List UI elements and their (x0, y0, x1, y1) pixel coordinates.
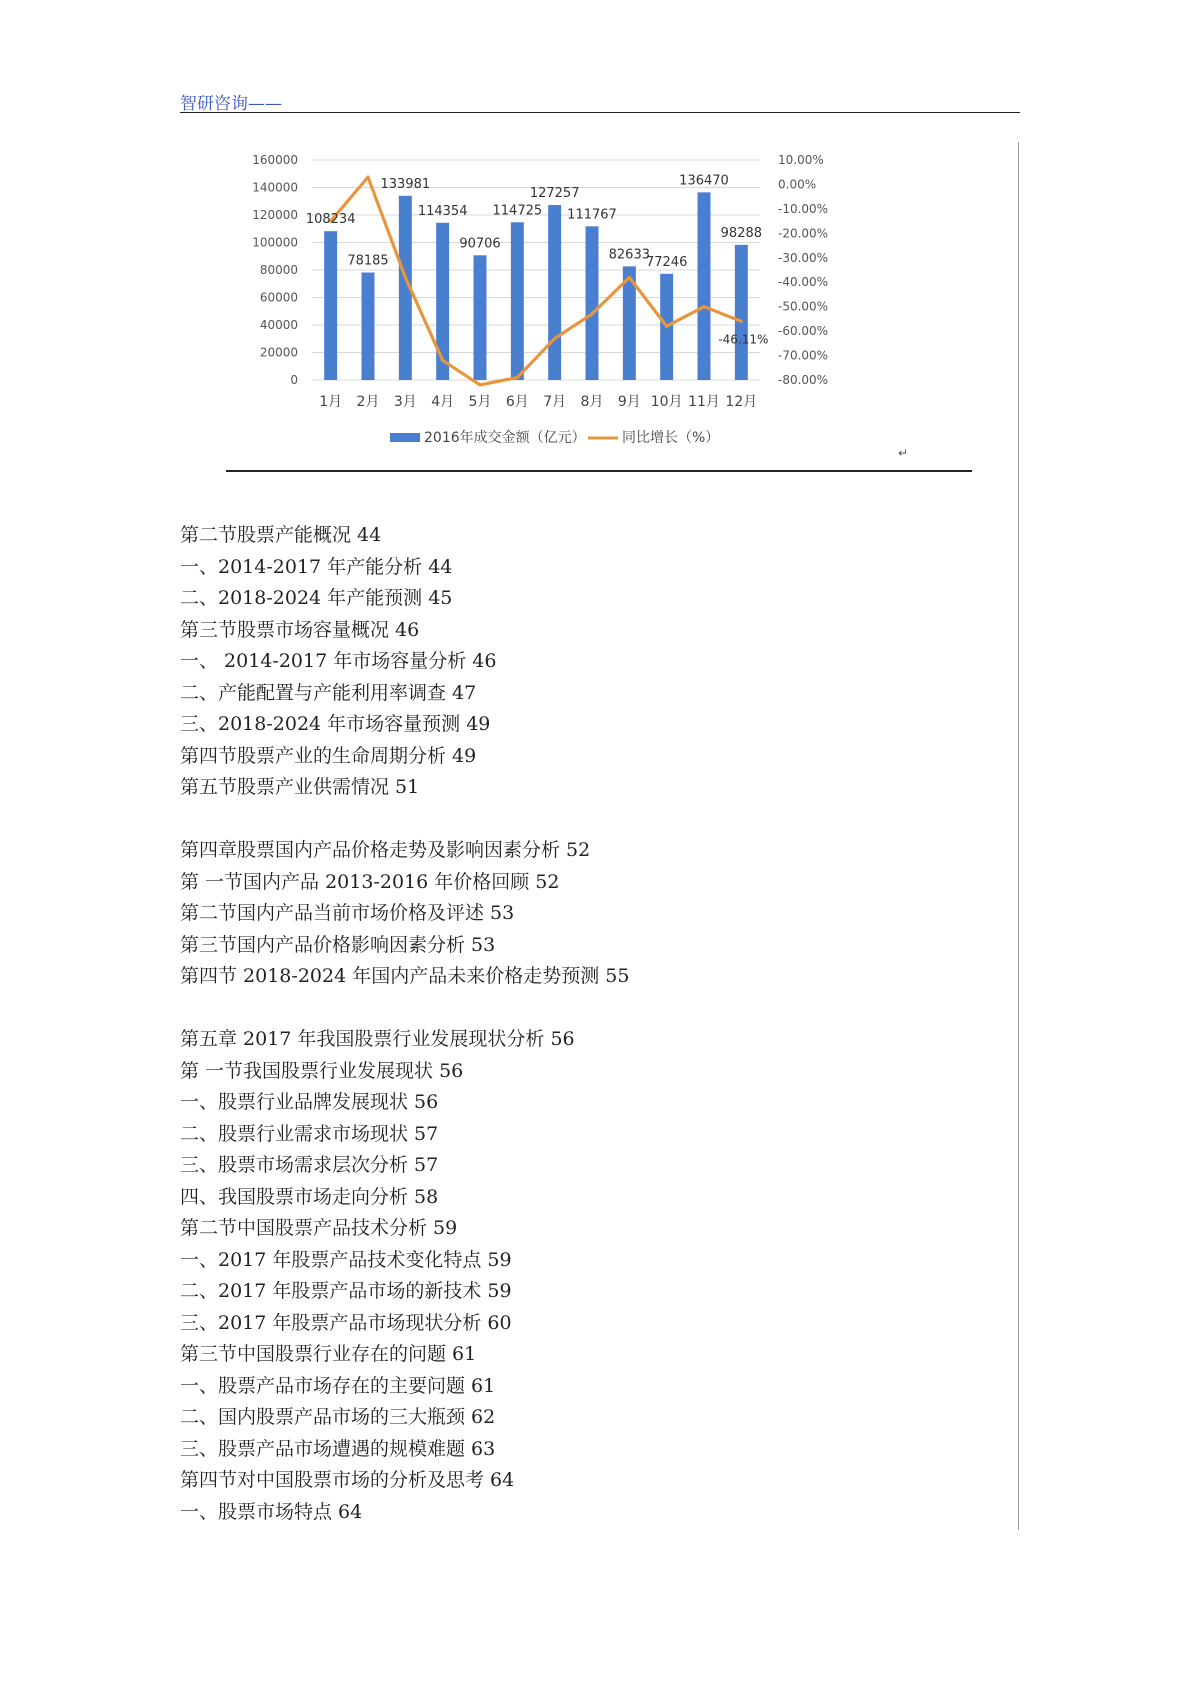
x-tick-label: 3月 (393, 394, 417, 410)
bar-data-label: 136470 (679, 173, 729, 189)
bar-data-label: 90706 (459, 236, 501, 252)
toc-gap (180, 804, 1000, 836)
y-left-tick-label: 120000 (252, 208, 298, 222)
growth-point (703, 305, 706, 308)
bar (698, 192, 711, 380)
toc-entry: 第三节中国股票行业存在的问题 61 (180, 1343, 477, 1365)
toc-entry: 第三节国内产品价格影响因素分析 53 (180, 933, 496, 956)
x-tick-label: 9月 (617, 394, 641, 410)
growth-point (665, 325, 668, 328)
toc-entry: 二、股票行业需求市场现状 57 (180, 1122, 439, 1145)
growth-point (516, 376, 519, 379)
x-tick-label: 2月 (356, 394, 380, 410)
growth-point (553, 337, 556, 340)
y-right-tick-label: -30.00% (778, 250, 829, 265)
y-left-tick-label: 80000 (259, 263, 298, 277)
toc-entry: 四、我国股票市场走向分析 58 (180, 1185, 439, 1208)
x-tick-label: 12月 (725, 394, 758, 410)
bar (586, 226, 599, 380)
toc-entry: 三、股票产品市场遭遇的规模难题 63 (180, 1437, 496, 1460)
y-left-tick-label: 140000 (252, 180, 298, 195)
page-header (180, 86, 1020, 113)
paragraph-return-mark: ↵ (898, 446, 909, 460)
toc-entry: 二、2017 年股票产品市场的新技术 59 (180, 1280, 512, 1302)
toc-entry: 三、2017 年股票产品市场现状分析 60 (180, 1311, 512, 1334)
bar (735, 245, 748, 380)
y-right-tick-label: -10.00% (778, 201, 829, 216)
x-tick-label: 10月 (650, 394, 683, 410)
y-left-tick-label: 0 (290, 373, 298, 387)
y-right-tick-label: -80.00% (778, 373, 829, 387)
toc-entry: 第五章 2017 年我国股票行业发展现状分析 56 (180, 1028, 575, 1050)
toc-entry: 第四节股票产业的生命周期分析 49 (180, 744, 477, 767)
x-tick-label: 7月 (543, 394, 567, 410)
toc-entry: 二、产能配置与产能利用率调查 47 (180, 681, 477, 704)
toc-entry: 第 一节国内产品 2013-2016 年价格回顾 52 (180, 870, 560, 893)
growth-point (367, 176, 370, 179)
toc-entry: 第三节股票市场容量概况 46 (180, 618, 420, 641)
toc-entry: 第二节股票产能概况 44 (180, 524, 382, 546)
line-data-label: -46.11% (718, 332, 769, 347)
bar-data-label: 77246 (645, 254, 688, 270)
bar-data-label: 111767 (567, 207, 617, 223)
toc-entry: 第二节中国股票产品技术分析 59 (180, 1217, 458, 1239)
y-right-tick-label: -40.00% (778, 275, 829, 290)
legend-label-bar: 2016年成交金额（亿元） (424, 430, 586, 446)
bar-data-label: 114725 (492, 203, 543, 219)
toc-entry: 第四节 2018-2024 年国内产品未来价格走势预测 55 (180, 965, 630, 987)
toc-entry: 第 一节我国股票行业发展现状 56 (180, 1059, 464, 1082)
toc-entry: 一、股票市场特点 64 (180, 1500, 363, 1523)
y-right-tick-label: -20.00% (778, 226, 829, 241)
y-left-tick-label: 20000 (259, 345, 298, 360)
right-margin-rule (1018, 142, 1019, 1530)
bar-data-label: 82633 (608, 247, 651, 263)
toc-entry: 二、国内股票产品市场的三大瓶颈 62 (180, 1406, 496, 1428)
y-right-tick-label: 10.00% (778, 153, 824, 167)
toc-entry: 第二节国内产品当前市场价格及评述 53 (180, 902, 515, 924)
x-tick-label: 8月 (580, 394, 604, 410)
x-tick-label: 4月 (431, 394, 455, 410)
bar-data-label: 133981 (380, 176, 431, 192)
growth-point (441, 359, 444, 362)
x-tick-label: 1月 (319, 394, 343, 410)
y-left-tick-label: 100000 (252, 235, 298, 250)
growth-point (740, 320, 743, 323)
header-title: 智研咨询—— (180, 94, 282, 114)
legend-swatch-bar (390, 433, 420, 442)
y-right-tick-label: -70.00% (778, 348, 829, 363)
toc-entry: 一、2017 年股票产品技术变化特点 59 (180, 1248, 512, 1271)
growth-point (591, 313, 594, 316)
toc-entry: 二、2018-2024 年产能预测 45 (180, 587, 453, 609)
y-left-tick-label: 160000 (252, 153, 298, 167)
growth-point (628, 276, 631, 279)
legend-label-line: 同比增长（%） (622, 430, 720, 446)
bar (511, 222, 524, 380)
y-right-tick-label: -60.00% (778, 324, 829, 339)
growth-point (404, 276, 407, 279)
x-tick-label: 6月 (505, 394, 529, 410)
bar (548, 205, 561, 380)
toc-entry: 三、股票市场需求层次分析 57 (180, 1154, 439, 1176)
bar-data-label: 114354 (417, 203, 468, 219)
table-of-contents (180, 520, 1000, 1528)
toc-entry: 一、2014-2017 年产能分析 44 (180, 555, 453, 578)
toc-entry: 第五节股票产业供需情况 51 (180, 776, 420, 798)
x-tick-label: 11月 (688, 394, 720, 410)
bar-data-label: 78185 (347, 253, 389, 269)
toc-entry: 三、2018-2024 年市场容量预测 49 (180, 713, 491, 735)
toc-entry: 一、股票行业品牌发展现状 56 (180, 1091, 439, 1113)
bar (474, 255, 487, 380)
toc-entry: 第四节对中国股票市场的分析及思考 64 (180, 1469, 515, 1491)
bar (362, 272, 375, 380)
bar (436, 223, 449, 380)
bar-data-label: 127257 (529, 186, 580, 202)
y-right-tick-label: -50.00% (778, 299, 829, 314)
bar-data-label: 108234 (305, 212, 356, 228)
growth-point (479, 383, 482, 386)
toc-gap (180, 993, 1000, 1025)
y-right-tick-label: 0.00% (778, 177, 817, 192)
y-left-tick-label: 40000 (259, 318, 298, 332)
bar (324, 231, 337, 380)
toc-entry: 一、 2014-2017 年市场容量分析 46 (180, 650, 497, 672)
bar-data-label: 98288 (720, 225, 763, 241)
toc-entry: 一、股票产品市场存在的主要问题 61 (180, 1374, 496, 1397)
toc-entry: 第四章股票国内产品价格走势及影响因素分析 52 (180, 839, 591, 861)
chart-bottom-rule (226, 470, 972, 472)
combo-chart (220, 150, 980, 480)
chart-svg (220, 150, 980, 470)
x-tick-label: 5月 (468, 394, 492, 410)
y-left-tick-label: 60000 (259, 290, 298, 305)
